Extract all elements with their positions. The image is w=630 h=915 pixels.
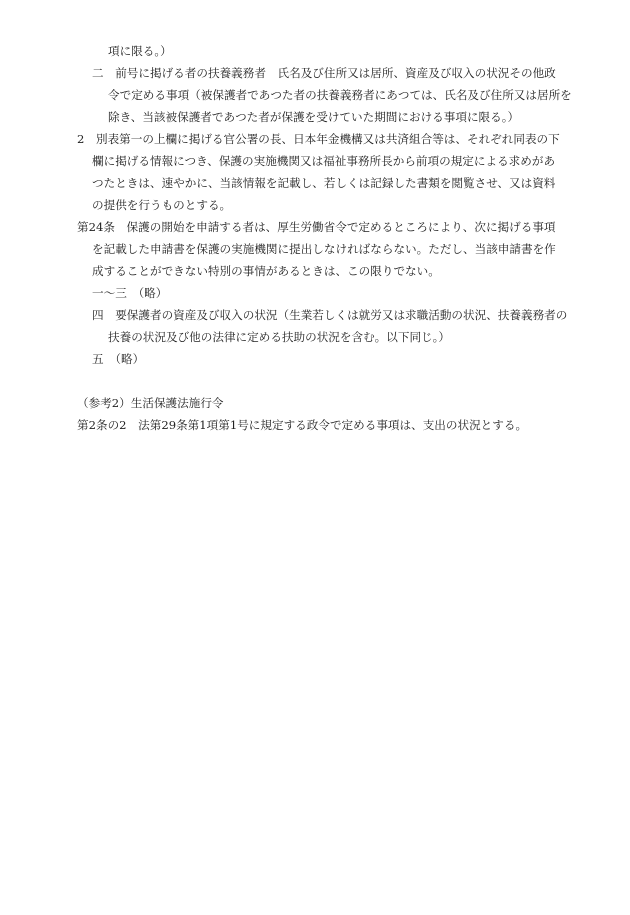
text-line: 四 要保護者の資産及び収入の状況（生業若しくは就労又は求職活動の状況、扶養義務者の — [92, 308, 568, 322]
text-line: 令で定める事項（被保護者であつた者の扶養義務者にあつては、氏名及び住所又は居所を — [108, 88, 572, 102]
text-line: 欄に掲げる情報につき、保護の実施機関又は福祉事務所長から前項の規定による求めがあ — [92, 154, 556, 168]
text-line: 項に限る。） — [108, 44, 172, 58]
text-line: 除き、当該被保護者であつた者が保護を受けていた期間における事項に限る。） — [108, 110, 520, 124]
text-line: 成することができない特別の事情があるときは、この限りでない。 — [92, 264, 440, 278]
text-line: 二 前号に掲げる者の扶養義務者 氏名及び住所又は居所、資産及び収入の状況その他政 — [92, 66, 556, 80]
text-line: 一～三 （略） — [92, 286, 168, 300]
text-line: を記載した申請書を保護の実施機関に提出しなければならない。ただし、当該申請書を作 — [92, 242, 556, 256]
text-line: 第24条 保護の開始を申請する者は、厚生労働省令で定めるところにより、次に掲げる事項 — [77, 220, 556, 234]
text-line: 扶養の状況及び他の法律に定める扶助の状況を含む。以下同じ。） — [108, 330, 451, 344]
text-line: つたときは、速やかに、当該情報を記載し、若しくは記録した書類を閲覧させ、又は資料 — [92, 176, 556, 190]
text-line: の提供を行うものとする。 — [92, 198, 232, 212]
text-line: 2 別表第一の上欄に掲げる官公署の長、日本年金機構又は共済組合等は、それぞれ同表の下 — [77, 132, 560, 146]
text-line: 五 （略） — [92, 352, 145, 366]
section-heading: （参考2）生活保護法施行令 — [77, 396, 224, 410]
text-line: 第2条の2 法第29条第1項第1号に規定する政令で定める事項は、支出の状況とする。 — [77, 418, 528, 432]
